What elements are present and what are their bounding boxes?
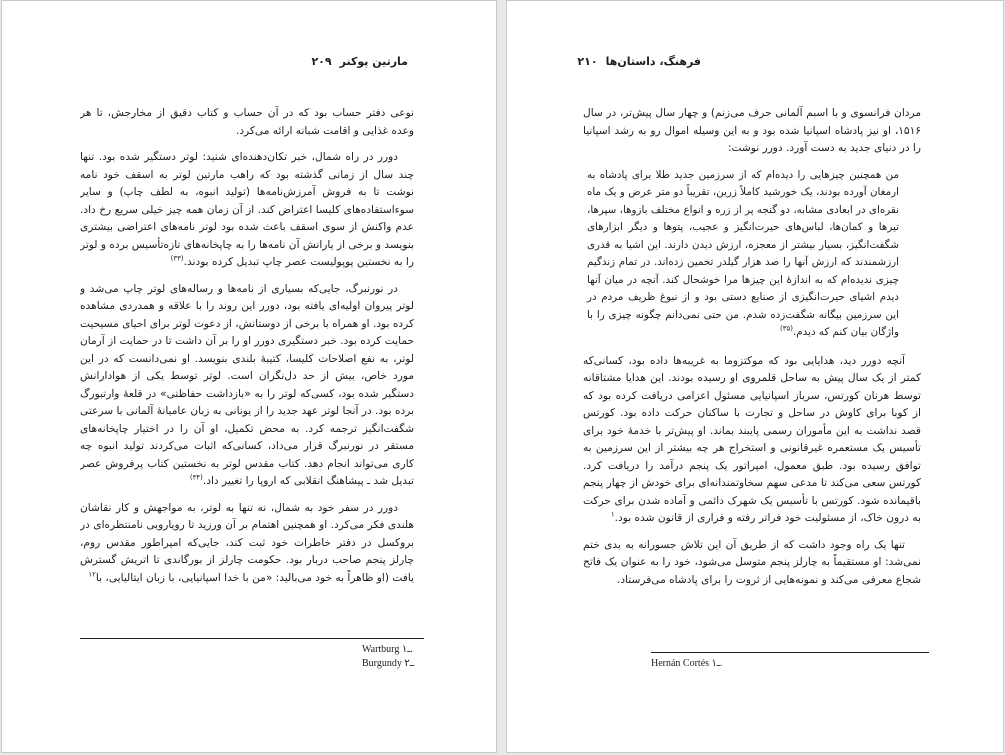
- left-paragraph-3: [80, 281, 414, 491]
- left-paragraph-2-text: دورر در راه شمال، خبر تکان‌دهنده‌ای شنید: لوتر دستگیر شده بود. تنها چند سال از زمانی گذشته بود که راهب مارتین لوتر به اسقف خود نامه نوشت تا به فروش آمرزش‌نامه‌ها (تولید انبوه، به لطف چاپ) و سایر سوءاستفاده‌های کلیسا اعتراض کند. از آن زمان همه چیز خیلی سریع رخ داد. عدم واکنش از سوی اسقف باعث شده بود لوتر نامه‌های اعتراضی بیشتری بنویسد و برخی از یارانش آن نامه‌ها را به چاپخانه‌های تازه‌تأسیس برده و لوتر را به نخستین پوپولیست عصر چاپ تبدیل کرده بودند.: [80, 151, 414, 268]
- right-paragraph-2: [583, 353, 921, 528]
- left-footnotes: [362, 643, 482, 671]
- right-body-text: [583, 105, 921, 645]
- left-header-title: مارتین پوکنر: [339, 55, 408, 68]
- right-footnote-rule: [651, 652, 929, 653]
- left-paragraph-1: نوعی دفتر حساب بود که در آن حساب و کتاب دقیق از مخارجش، تا هر وعده غذایی و اقامت شبانه ارائه می‌کرد.: [80, 107, 414, 137]
- right-paragraph-3: تنها یک راه وجود داشت که از طریق آن این تلاش جسورانه به بدی ختم نمی‌شد: او مستقیماً به چارلز پنجم متوسل می‌شود، خود را به عنوان یک فاتح شجاع معرفی می‌کند و نمونه‌هایی از ثروت را برای پادشاه می‌فرستاد.: [583, 538, 921, 586]
- left-paragraph-3-text: در نورنبرگ، جایی‌که بسیاری از نامه‌ها و رساله‌های لوتر چاپ می‌شد و لوتر پیروان اولیه‌ای یافته بود، دورر این روند را با علاقه و همدردی مشاهده کرده بود. او همراه با برخی از دوستانش، از دعوت لوتر برای احیای مسیحیت حمایت کرده بود. خبر دستگیری دورر او را بر آن داشت تا در حمایت از آرمان لوتر، به نفع اصلاحات کلیسا، کتیبهٔ بلندی بنویسد. او نمی‌دانست که در این مورد خاص، بیش از حد دل‌نگران است. لوتر توسط یکی از هوادارانش دستگیر شده بود، کسی‌که لوتر را به «بازداشت حفاظتی» در قلعهٔ وارتبورگ برده بود. در آنجا لوتر عهد جدید را از یونانی به زبان عامیانهٔ آلمانی با سرعتی شگفت‌انگیز ترجمه کرد. به محض تکمیل، او آن را در اختیار چاپخانه‌های مستقر در نورنبرگ قرار می‌داد، کسانی‌که اثبات می‌کردند تولید انبوه چه کاری می‌تواند انجام دهد. کتاب مقدس لوتر به نخستین کتاب پرفروش عصر تبدیل شد ـ پیشاهنگ انقلابی که اروپا را تغییر داد.: [80, 282, 414, 487]
- right-block-quote: [587, 167, 899, 342]
- right-page-number: ۲۱۰: [577, 55, 598, 68]
- left-footnote-rule: [80, 638, 424, 639]
- left-paragraph-2: [80, 149, 414, 272]
- left-page-number: ۲۰۹: [311, 55, 332, 68]
- left-footnote-ref-34: (۳۴): [189, 473, 203, 482]
- right-footnote-1: Hernán Cortés ـ۱.: [651, 658, 723, 669]
- right-footnote-ref-1: ۱: [610, 510, 615, 519]
- right-paragraph-2-text: آنچه دورر دید، هدایایی بود که موکتزوما به غریبه‌ها داده بود، کسانی‌که کمتر از یک سال پیش به ساحل قلمروی او رسیده بودند. این هدایا مشتاقانه توسط هرنان کورتس، سرباز اسپانیایی مسئول اعزامی دریافت کرده بود که از کوبا برای کاوش در ساحل و تجارت با ساکنان حرکت داده بود. کورتس قصد نداشت به این مأموران رسمی پایبند بماند. او پیش‌تر با خدمهٔ خود برای تأسیس یک مستعمره غیرقانونی و استخراج هر چه بیشتر از این سرزمین به توافق رسیده بود. طبق معمول، امپراتور یک پنجم درآمد را دریافت کرد. کورتس سعی می‌کند تا مدعی سهم سخاوتمندانه‌ای برای خودش از چهار پنجم باقیمانده شود. کورتس با تأسیس یک شهرک دائمی و آماده شدن برای حرکت به درون خاک، از مسئولیت خود فراتر رفته و فراری از قانون شده بود.: [583, 354, 921, 524]
- right-page: [506, 0, 1004, 753]
- right-page-header: [577, 55, 701, 75]
- right-header-title: فرهنگ، داستان‌ها: [605, 55, 701, 68]
- left-body-text: [80, 105, 414, 635]
- right-quote-text: من همچنین چیزهایی را دیده‌ام که از سرزمین جدید طلا برای پادشاه به ارمغان آورده بودند، یک خورشید کاملاً زرین، تقریباً دو متر عرض و یک ماه نقره‌ای در ابعادی مشابه، دو گنجه پر از زره و انواع مختلف بازوها، سپرها، تیرها و کمان‌ها، لباس‌های حیرت‌انگیز و عجیب، پتوها و دیگر ابزارهای شگفت‌انگیز، بسیار بیشتر از معجزه، ارزش دیدن دارند. این اشیا به قدری ارزشمندند که ارزش آنها را صد هزار گیلدر تخمین زده‌اند. در تمام زندگیم چیزی ندیده‌ام که به اندازهٔ این چیزها مرا خوشحال کند. آنچه در میان آنها دیدم اشیای حیرت‌انگیزی از صنایع دستی بود و از نبوغ ظریف مردم در این سرزمین بیگانه شگفت‌زده شدم. من حتی نمی‌دانم چگونه چیزی را با واژگان بیان کنم که دیدم.: [587, 168, 899, 338]
- left-footnote-ref-2: ۲: [92, 569, 96, 578]
- left-paragraph-4: [80, 500, 414, 588]
- left-footnote-1: Wartburg ـ۱.: [362, 644, 413, 655]
- left-footnote-ref-1: ۱: [88, 569, 93, 578]
- right-footnote-ref-35: (۳۵): [780, 324, 794, 333]
- right-paragraph-1: مردان فرانسوی و با اسبم آلمانی حرف می‌زنم) و چهار سال پیش‌تر، در سال ۱۵۱۶، او نیز پادشاه اسپانیا شده بود و به این وسیله اموال رو به رشد اسپانیا را در دنیای جدید به دست آورد. دورر نوشت:: [583, 107, 921, 154]
- left-paragraph-4-text: دورر در سفر خود به شمال، نه تنها به لوتر، به مواجهش و کار نقاشان هلندی فکر می‌کرد. او همچنین اهتمام بر آن ورزید تا رویارویی نامنتظره‌ای در بروکسل در دفتر خاطرات خود ثبت کند، جایی‌که امپراطور مقدس روم، چارلز پنجم صاحب دربار بود. حکومت چارلز از بورگاندی تا اتریش گسترش یافت (او ظاهراً به خود می‌بالید: «من با خدا اسپانیایی، با زبان ایتالیایی، با: [80, 501, 414, 584]
- left-footnote-2: Burgundy ـ۲.: [362, 658, 416, 669]
- left-footnote-ref-33: (۳۳): [170, 254, 184, 263]
- left-page-header: [311, 55, 408, 75]
- left-page: [1, 0, 497, 753]
- right-footnotes: [651, 657, 851, 671]
